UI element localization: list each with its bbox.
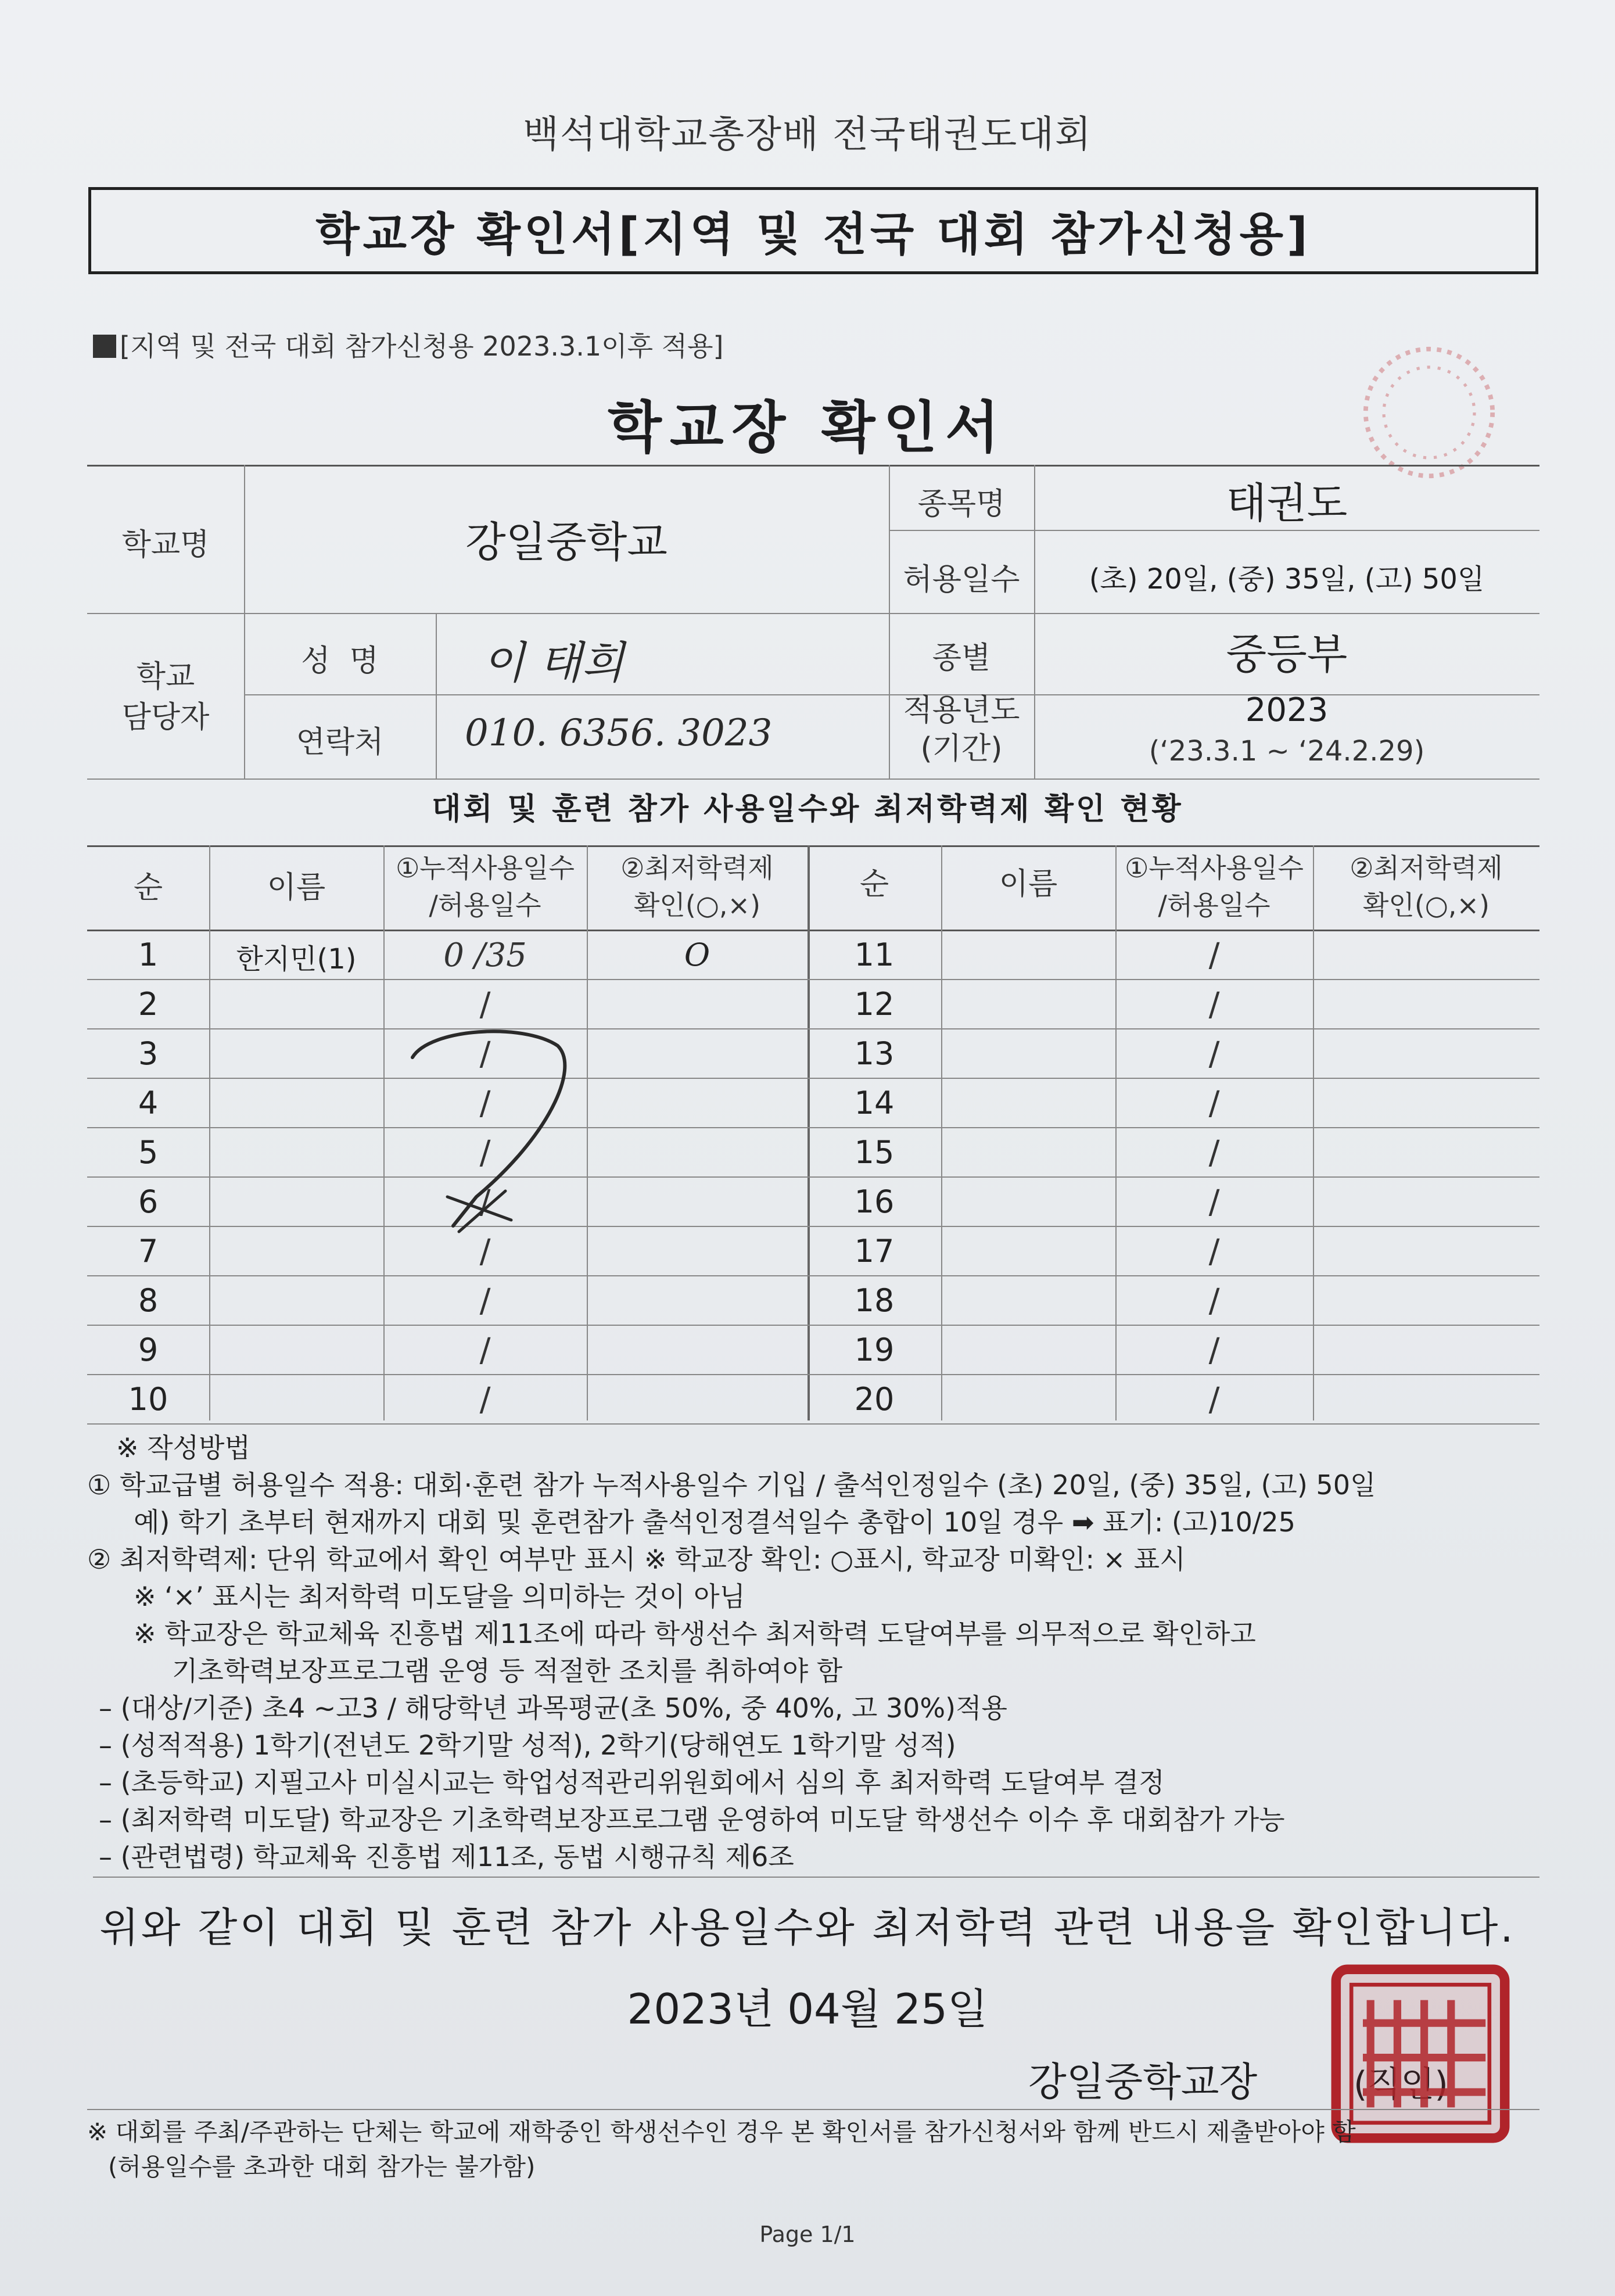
row-number: 6 <box>138 1183 159 1220</box>
status-col-line <box>209 845 210 1420</box>
school-label: 학교명 <box>121 528 210 562</box>
footnote-divider <box>87 2109 1539 2110</box>
row-number: 8 <box>138 1282 159 1319</box>
status-row-line <box>87 1275 1539 1276</box>
row-days: / <box>479 1233 491 1271</box>
info-divider <box>244 694 889 695</box>
status-col-line <box>587 845 588 1420</box>
row-number: 16 <box>854 1183 895 1220</box>
row-days: / <box>1208 937 1220 974</box>
row-number: 18 <box>854 1282 895 1319</box>
row-number: 12 <box>854 986 895 1023</box>
status-table-top <box>87 845 1539 847</box>
status-row-line <box>87 1127 1539 1128</box>
status-row-line <box>87 1078 1539 1079</box>
contact-value: 010. 6356. 3023 <box>465 712 773 755</box>
row-days: / <box>1208 1183 1220 1221</box>
period-value: (‘23.3.1 ~ ‘24.2.29) <box>1149 735 1425 767</box>
allow-days-label: 허용일수 <box>903 562 1020 597</box>
header-grade-line: 확인(○,×) <box>1362 889 1490 921</box>
status-row-line <box>87 1325 1539 1326</box>
header-grade <box>1313 849 1539 924</box>
row-days: / <box>1208 1332 1220 1369</box>
header-days <box>383 849 587 924</box>
sport-label: 종목명 <box>917 487 1006 522</box>
row-number: 15 <box>854 1134 895 1171</box>
row-number: 20 <box>854 1381 895 1418</box>
instruction-item: – (성적적용) 1학기(전년도 2학기말 성적), 2학기(당해연도 1학기말 성적) <box>99 1730 956 1761</box>
contact-label: 연락처 <box>296 725 384 760</box>
instructions <box>87 1429 1539 1875</box>
row-days: / <box>1208 1035 1220 1073</box>
status-row-line <box>87 1028 1539 1029</box>
instruction-item: – (대상/기준) 초4 ~고3 / 해당학년 과목평균(초 50%, 중 40%, 고 30%)적용 <box>99 1692 1007 1724</box>
confirmation-text: 위와 같이 대회 및 훈련 참가 사용일수와 최저학력 관련 내용을 확인합니다. <box>99 1904 1516 1951</box>
division-value: 중등부 <box>1226 630 1348 679</box>
row-days: / <box>479 1381 491 1419</box>
manager-label-line: 담당자 <box>121 700 210 735</box>
division-label: 종별 <box>932 641 991 676</box>
instructions-heading: ※ 작성방법 <box>116 1432 250 1463</box>
row-days: / <box>1208 986 1220 1024</box>
status-row-line <box>87 1226 1539 1227</box>
status-col-line <box>941 845 942 1420</box>
instruction-item: ※ 학교장은 학교체육 진흥법 제11조에 따라 학생선수 최저학력 도달여부를 의무적으로 확인하고 <box>134 1618 1256 1649</box>
info-col-line <box>436 613 437 779</box>
row-days: / <box>1208 1134 1220 1172</box>
application-notice <box>93 325 723 364</box>
row-number: 19 <box>854 1332 895 1368</box>
row-number: 7 <box>138 1233 159 1269</box>
row-number: 17 <box>854 1233 895 1269</box>
header-grade <box>587 849 808 924</box>
year-label-line: 적용년도 <box>903 693 1020 728</box>
square-bullet-icon <box>93 335 116 358</box>
footnote-line: ※ 대회를 주최/주관하는 단체는 학교에 재학중인 학생선수인 경우 본 확인서를 참가신청서와 함께 반드시 제출받아야 함 <box>87 2118 1356 2146</box>
info-divider <box>87 613 1539 614</box>
row-number: 3 <box>138 1035 159 1072</box>
header-days-line: ①누적사용일수 <box>1125 852 1304 884</box>
row-number: 10 <box>128 1381 168 1418</box>
row-days: 0 /35 <box>443 937 527 974</box>
row-days: / <box>479 986 491 1024</box>
row-days: / <box>1208 1233 1220 1271</box>
status-col-line <box>1313 845 1314 1420</box>
footnote <box>87 2115 1539 2184</box>
row-days: / <box>479 1332 491 1369</box>
row-number: 11 <box>854 937 895 973</box>
header-grade-line: ②최저학력제 <box>620 852 774 884</box>
status-title: 대회 및 훈련 참가 사용일수와 최저학력제 확인 현황 <box>432 792 1183 827</box>
manager-label-line: 학교 <box>136 659 195 694</box>
instruction-item: – (관련법령) 학교체육 진흥법 제11조, 동법 시행규칙 제6조 <box>99 1841 794 1872</box>
status-row-line <box>87 1423 1539 1425</box>
row-days: / <box>1208 1381 1220 1419</box>
year-label <box>889 691 1034 768</box>
row-days: / <box>479 1085 491 1122</box>
name-label: 성 명 <box>301 644 379 679</box>
instruction-item: – (초등학교) 지필고사 미실시교는 학업성적관리위원회에서 심의 후 최저학력 도달여부 결정 <box>99 1767 1165 1798</box>
school-value: 강일중학교 <box>465 518 667 566</box>
header-days-line: ①누적사용일수 <box>396 852 575 884</box>
row-number: 9 <box>138 1332 159 1368</box>
info-divider <box>87 779 1539 780</box>
instruction-item: ② 최저학력제: 단위 학교에서 확인 여부만 표시 ※ 학교장 확인: ○표시, 학교장 미확인: × 표시 <box>87 1544 1186 1575</box>
form-title-box: 학교장 확인서[지역 및 전국 대회 참가신청용] <box>88 187 1538 274</box>
header-name: 이름 <box>267 870 326 905</box>
principal-name: 강일중학교장 <box>1028 2060 1258 2105</box>
handwritten-scribble-icon <box>407 1023 581 1237</box>
allow-days-value: (초) 20일, (중) 35일, (고) 50일 <box>1089 563 1485 595</box>
sport-value: 태권도 <box>1226 479 1348 528</box>
row-number: 14 <box>854 1085 895 1121</box>
row-days: / <box>479 1134 491 1172</box>
header-grade-line: 확인(○,×) <box>633 889 761 921</box>
page-number: Page 1/1 <box>759 2222 856 2247</box>
issue-date: 2023년 04월 25일 <box>627 1985 988 2033</box>
year-value: 2023 <box>1245 691 1329 729</box>
notice-text: [지역 및 전국 대회 참가신청용 2023.3.1이후 적용] <box>120 331 724 362</box>
status-header-bottom <box>87 930 1539 931</box>
footnote-line: (허용일수를 초과한 대회 참가는 불가함) <box>108 2152 536 2181</box>
status-row-line <box>87 1374 1539 1375</box>
header-days-line: /허용일수 <box>1158 889 1271 921</box>
year-label-line: (기간) <box>920 731 1003 766</box>
document-title: 학교장 확인서 <box>608 395 1007 460</box>
header-no: 순 <box>133 870 163 905</box>
row-days: / <box>479 1035 491 1073</box>
row-number: 5 <box>138 1134 159 1171</box>
header-grade-line: ②최저학력제 <box>1350 852 1503 884</box>
instruction-item: ① 학교급별 허용일수 적용: 대회·훈련 참가 누적사용일수 기입 / 출석인정일수 (초) 20일, (중) 35일, (고) 50일 <box>87 1469 1376 1501</box>
header-days-line: /허용일수 <box>429 889 541 921</box>
status-row-line <box>87 979 1539 980</box>
instruction-item: – (최저학력 미도달) 학교장은 기초학력보장프로그램 운영하여 미도달 학생선수 이수 후 대회참가 가능 <box>99 1804 1285 1835</box>
instruction-item: 기초학력보장프로그램 운영 등 적절한 조치를 취하여야 함 <box>172 1655 843 1687</box>
row-days: / <box>479 1282 491 1320</box>
instruction-item: ※ ‘×’ 표시는 최저학력 미도달을 의미하는 것이 아님 <box>134 1581 745 1612</box>
instruction-item: 예) 학기 초부터 현재까지 대회 및 훈련참가 출석인정결석일수 총합이 10일 경우 ➡ 표기: (고)10/25 <box>134 1506 1295 1538</box>
manager-label <box>87 656 244 738</box>
row-days: / <box>1208 1282 1220 1320</box>
header-days <box>1115 849 1313 924</box>
row-number: 2 <box>138 986 159 1023</box>
row-number: 4 <box>138 1085 159 1121</box>
row-number: 13 <box>854 1035 895 1072</box>
row-days: / <box>1208 1085 1220 1122</box>
row-number: 1 <box>138 937 159 973</box>
status-row-line <box>87 1176 1539 1178</box>
row-name: 한지민(1) <box>236 943 357 975</box>
row-grade: O <box>684 937 710 973</box>
header-no: 순 <box>859 867 889 902</box>
header-name: 이름 <box>999 867 1058 902</box>
info-table-top <box>87 465 1539 467</box>
info-divider <box>889 530 1539 531</box>
notes-divider <box>93 1877 1539 1878</box>
name-value: 이 태희 <box>482 637 625 688</box>
event-name: 백석대학교총장배 전국태권도대회 <box>523 113 1092 156</box>
row-days: / <box>479 1183 491 1221</box>
